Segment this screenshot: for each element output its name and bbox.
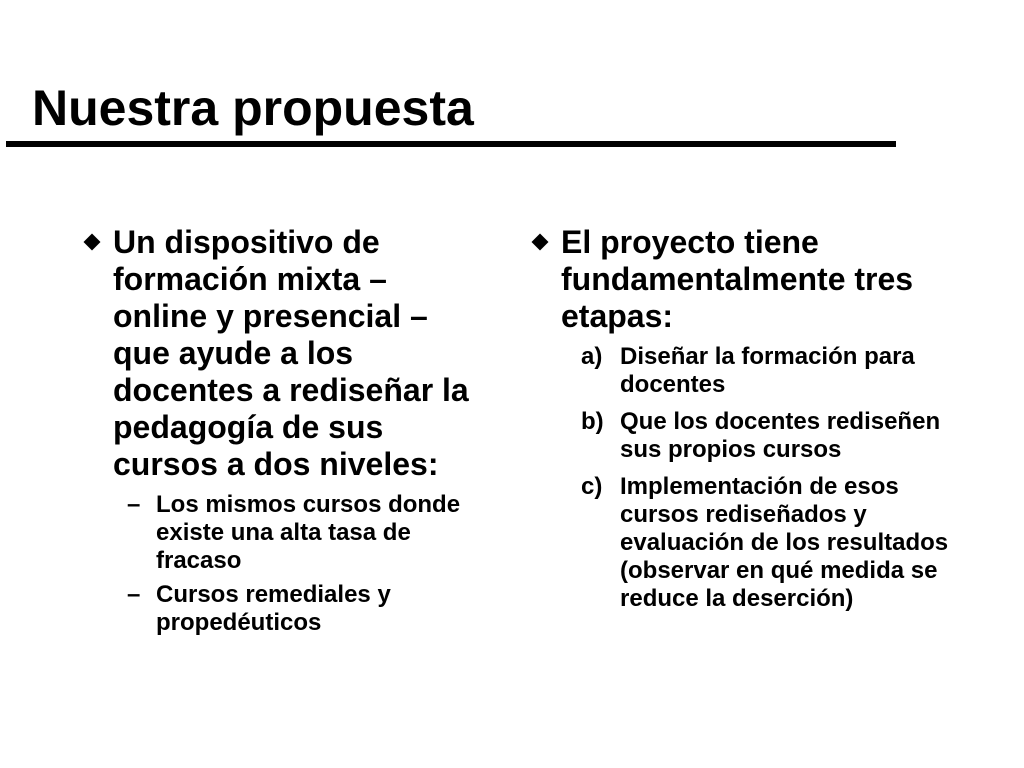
right-sub-list xyxy=(532,343,952,613)
dash-bullet: – xyxy=(127,581,141,608)
left-main-point-text: Un dispositivo de formación mixta – online y presencial – que ayude a los docentes a rediseñar la pedagogía de sus cursos a dos niveles: xyxy=(113,224,469,482)
list-item xyxy=(532,473,952,613)
list-item-text: Que los docentes rediseñen sus propios cursos xyxy=(620,408,941,463)
slide-title: Nuestra propuesta xyxy=(32,80,474,136)
list-item xyxy=(84,581,484,637)
list-item-text: Los mismos cursos donde existe una alta tasa de fracaso xyxy=(156,491,461,574)
list-item xyxy=(532,408,952,464)
right-main-point xyxy=(532,224,952,335)
right-main-point-text: El proyecto tiene fundamentalmente tres etapas: xyxy=(561,224,914,334)
list-item-text: Cursos remediales y propedéuticos xyxy=(156,581,391,636)
left-column xyxy=(84,224,484,643)
list-item-text: Implementación de esos cursos rediseñados y evaluación de los resultados (observar en qué medida se reduce la deserción) xyxy=(620,473,949,612)
list-item xyxy=(532,343,952,399)
dash-bullet: – xyxy=(127,491,141,518)
diamond-bullet-icon xyxy=(532,234,549,251)
list-item xyxy=(84,491,484,575)
list-item-text: Diseñar la formación para docentes xyxy=(620,343,915,398)
list-marker: c) xyxy=(581,473,603,500)
title-underline xyxy=(6,141,896,147)
left-main-point xyxy=(84,224,484,483)
right-column xyxy=(532,224,952,622)
list-marker: b) xyxy=(581,408,604,435)
left-sub-list xyxy=(84,491,484,637)
list-marker: a) xyxy=(581,343,603,370)
diamond-bullet-icon xyxy=(84,234,101,251)
